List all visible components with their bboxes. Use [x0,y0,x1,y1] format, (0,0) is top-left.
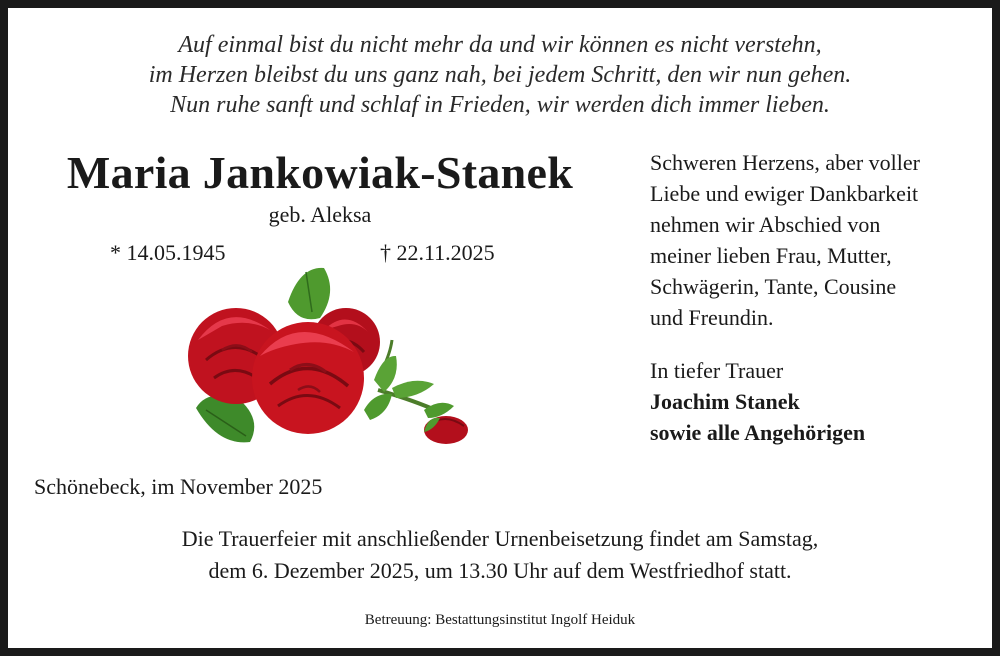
poem-line-1: Auf einmal bist du nicht mehr da und wir können es nicht verstehn, [178,32,822,58]
ceremony-line-2: dem 6. Dezember 2025, um 13.30 Uhr auf dem Westfriedhof statt. [208,558,792,583]
ceremony-notice [8,523,992,587]
deceased-name: Maria Jankowiak-Stanek [66,147,574,198]
poem-line-3: Nun ruhe sanft und schlaf in Frieden, wir werden dich immer lieben. [170,92,830,118]
signature-relatives: sowie alle Angehörigen [650,420,866,445]
birth-date: * 14.05.1945 [110,240,226,265]
farewell-line-2: Liebe und ewiger Dankbarkeit [650,181,919,206]
ceremony-line-1: Die Trauerfeier mit anschließender Urnenbeisetzung findet am Samstag, [181,526,819,551]
maiden-name: geb. Aleksa [268,202,372,227]
red-roses-image [178,260,478,450]
farewell-line-3: nehmen wir Abschied von [650,212,881,237]
farewell-line-1: Schweren Herzens, aber voller [650,150,920,175]
farewell-line-4: meiner lieben Frau, Mutter, [650,243,892,268]
poem [8,30,992,120]
farewell-line-6: und Freundin. [650,305,774,330]
poem-line-2: im Herzen bleibst du uns ganz nah, bei jedem Schritt, den wir nun gehen. [148,62,852,88]
signature-intro: In tiefer Trauer [650,358,784,383]
farewell-text [650,147,990,333]
signature-block [650,355,990,448]
funeral-home-credit: Betreuung: Bestattungsinstitut Ingolf Heiduk [364,612,636,628]
farewell-line-5: Schwägerin, Tante, Cousine [650,274,897,299]
death-date: † 22.11.2025 [380,240,495,265]
place-and-date: Schönebeck, im November 2025 [34,474,323,499]
signature-name: Joachim Stanek [650,389,800,414]
